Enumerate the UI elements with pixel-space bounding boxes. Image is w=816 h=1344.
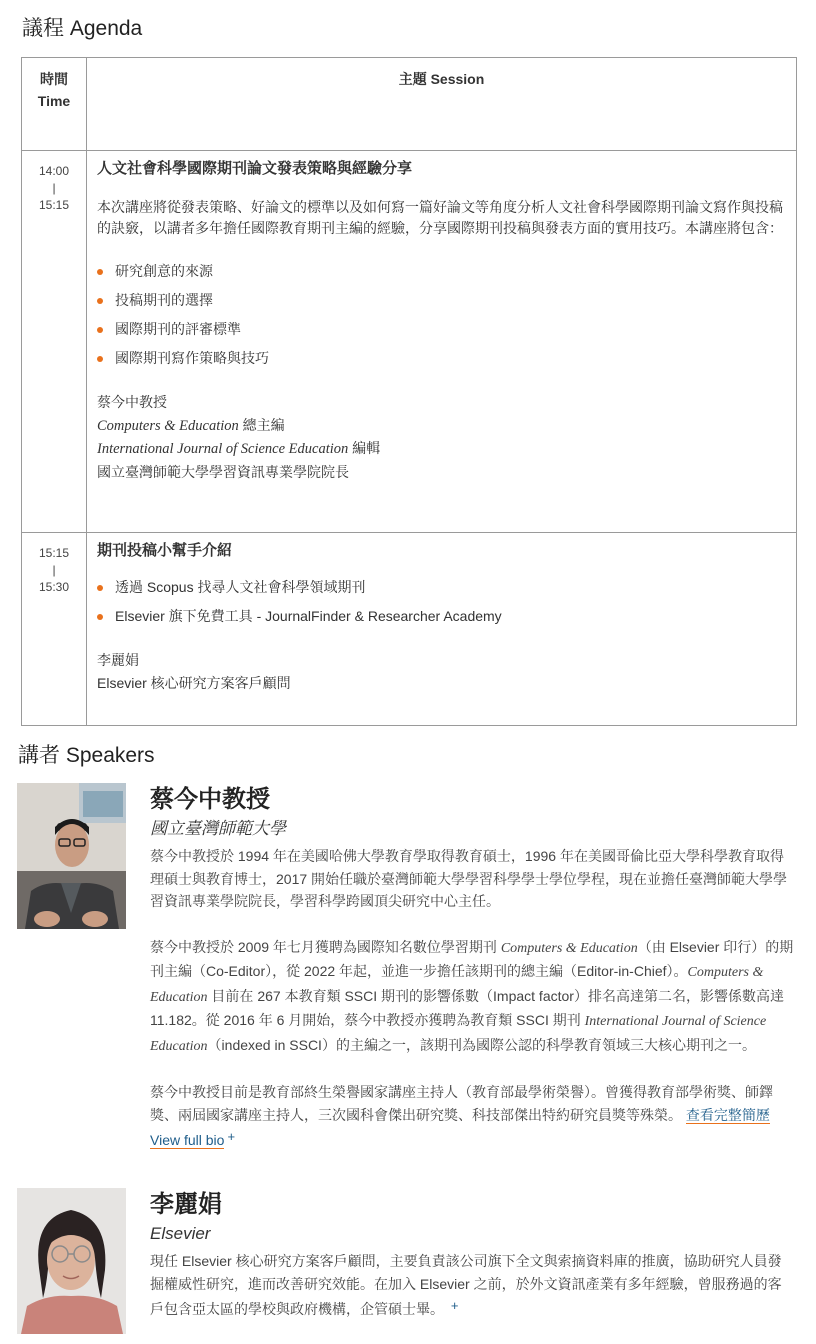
- session-cell: [87, 151, 797, 533]
- list-item-text: 國際期刊的評審標準: [115, 321, 241, 337]
- time-header-zh: 時間: [40, 71, 68, 87]
- agenda-header-row: [22, 58, 797, 151]
- session-presenter: [97, 391, 786, 483]
- view-full-bio-link[interactable]: 查看完整簡歷 View full bio: [150, 1106, 770, 1148]
- agenda-row: [22, 533, 797, 726]
- bio-text: 目前在 267 本教育類 SSCI 期刊的影響係數（Impact factor）排名高達第二名，影響係數高達 11.182。從 2016 年 6 月開始，蔡今中教授亦獲聘為教育類 SSCI 期刊: [150, 987, 784, 1028]
- plus-icon[interactable]: +: [450, 1298, 459, 1313]
- speaker-photo-image: [17, 783, 126, 929]
- presenter-name: 蔡今中教授: [97, 394, 167, 410]
- speaker-text: [150, 783, 795, 1175]
- speaker-photo-image: [17, 1188, 126, 1334]
- presenter-role: Elsevier 核心研究方案客戶顧問: [97, 674, 291, 691]
- plus-icon[interactable]: +: [227, 1129, 236, 1144]
- bio-text: （由 Elsevier 印行）的期刊主編（Co-Editor），從 2022 年起，並進一步擔任該期刊的總主編（Editor-in-Chief）。: [150, 938, 794, 979]
- bullet-dot-icon: [97, 614, 103, 620]
- session-topic-list: [97, 257, 786, 373]
- list-item-text: 國際期刊寫作策略與技巧: [115, 350, 269, 366]
- bullet-dot-icon: [97, 327, 103, 333]
- speaker-affiliation: 國立臺灣師範大學: [150, 819, 286, 838]
- list-item: [97, 257, 786, 286]
- time-header-en: Time: [37, 93, 71, 109]
- agenda-title: 議程 Agenda: [22, 17, 143, 40]
- journal-name: International Journal of Science Education: [150, 1014, 767, 1054]
- bullet-dot-icon: [97, 269, 103, 275]
- list-item-text: 研究創意的來源: [115, 263, 213, 279]
- time-cell: [22, 533, 87, 726]
- journal-name: International Journal of Science Education: [97, 441, 349, 457]
- list-item: [97, 344, 786, 373]
- speaker-bio-paragraph: [150, 1081, 795, 1152]
- time-separator: |: [52, 181, 56, 195]
- list-item-text: Elsevier 旗下免費工具 - JournalFinder & Researcher Academy: [115, 608, 502, 624]
- session-title: 人文社會科學國際期刊論文發表策略與經驗分享: [97, 160, 413, 177]
- time-end: 15:15: [38, 198, 70, 212]
- list-item: [97, 286, 786, 315]
- list-item: [97, 573, 786, 602]
- speaker-text: [150, 1188, 795, 1344]
- role-title: 總主編: [238, 416, 285, 433]
- session-topic-list: [97, 573, 786, 631]
- session-description: 本次講座將從發表策略、好論文的標準以及如何寫一篇好論文等角度分析人文社會科學國際期刊論文寫作與投稿的訣竅，以講者多年擔任國際教育期刊主編的經驗，分享國際期刊投稿與發表方面的實用技巧。本講座將包含：: [97, 199, 783, 236]
- presenter-role: [97, 414, 786, 438]
- agenda-table: [21, 57, 797, 726]
- session-presenter: [97, 649, 786, 694]
- speaker-bio-paragraph: 蔡今中教授於 1994 年在美國哈佛大學教育學取得教育碩士，1996 年在美國哥倫比亞大學科學教育取得理碩士與教育博士，2017 開始任職於臺灣師範大學學習科學學士學位學程，現在並擔任臺灣師範大學學習資訊專業學院院長，學習科學跨國頂尖研究中心主任。: [150, 848, 788, 909]
- time-header: [22, 58, 87, 151]
- speaker-bio-paragraph: [150, 936, 795, 1059]
- list-item: [97, 602, 786, 631]
- journal-name: Computers & Education: [97, 417, 239, 434]
- bullet-dot-icon: [97, 356, 103, 362]
- session-header: 主題 Session: [87, 58, 797, 151]
- bio-text: （indexed in SSCI）的主編之一，該期刊為國際公認的科學教育領域三大核心期刊之一。: [207, 1036, 756, 1053]
- journal-name: Computers & Education: [500, 940, 638, 956]
- bio-text: 蔡今中教授於 2009 年七月獲聘為國際知名數位學習期刊: [150, 938, 501, 955]
- presenter-role: [97, 437, 786, 461]
- speaker-photo: [17, 1188, 126, 1334]
- list-item: [97, 315, 786, 344]
- session-title: 期刊投稿小幫手介紹: [97, 542, 233, 559]
- bullet-dot-icon: [97, 585, 103, 591]
- time-start: 14:00: [38, 164, 70, 178]
- presenter-role: 國立臺灣師範大學學習資訊專業學院院長: [97, 463, 349, 480]
- session-cell: [87, 533, 797, 726]
- time-end: 15:30: [38, 580, 70, 594]
- speaker-name: 蔡今中教授: [150, 786, 270, 813]
- speaker-bio-paragraph: [150, 1250, 795, 1321]
- list-item-text: 透過 Scopus 找尋人文社會科學領域期刊: [115, 579, 366, 595]
- bullet-dot-icon: [97, 298, 103, 304]
- speakers-title: 講者 Speakers: [18, 744, 155, 767]
- bio-text: 蔡今中教授目前是教育部終生榮譽國家講座主持人（教育部最學術榮譽）。曾獲得教育部學術獎、師鐸獎、兩屆國家講座主持人，三次國科會傑出研究獎、科技部傑出特約研究員獎等殊榮。: [150, 1084, 773, 1123]
- speaker-affiliation: Elsevier: [150, 1224, 211, 1243]
- time-start: 15:15: [38, 546, 70, 560]
- time-cell: [22, 151, 87, 533]
- bio-text: 現任 Elsevier 核心研究方案客戶顧問，主要負責該公司旗下全文與索摘資料庫的推廣，協助研究人員發掘權威性研究，進而改善研究效能。在加入 Elsevier 之前，於外文資訊產業有多年經驗，曾服務過的客戶包含亞太區的學校與政府機構，企管碩士畢。: [150, 1253, 782, 1317]
- presenter-name: 李麗娟: [97, 652, 139, 668]
- speaker-photo: [17, 783, 126, 929]
- list-item-text: 投稿期刊的選擇: [115, 292, 213, 308]
- role-title: 編輯: [348, 440, 381, 456]
- agenda-row: [22, 151, 797, 533]
- speaker-name: 李麗娟: [150, 1191, 222, 1218]
- time-separator: |: [52, 563, 56, 577]
- journal-name: Computers & Education: [150, 965, 764, 1005]
